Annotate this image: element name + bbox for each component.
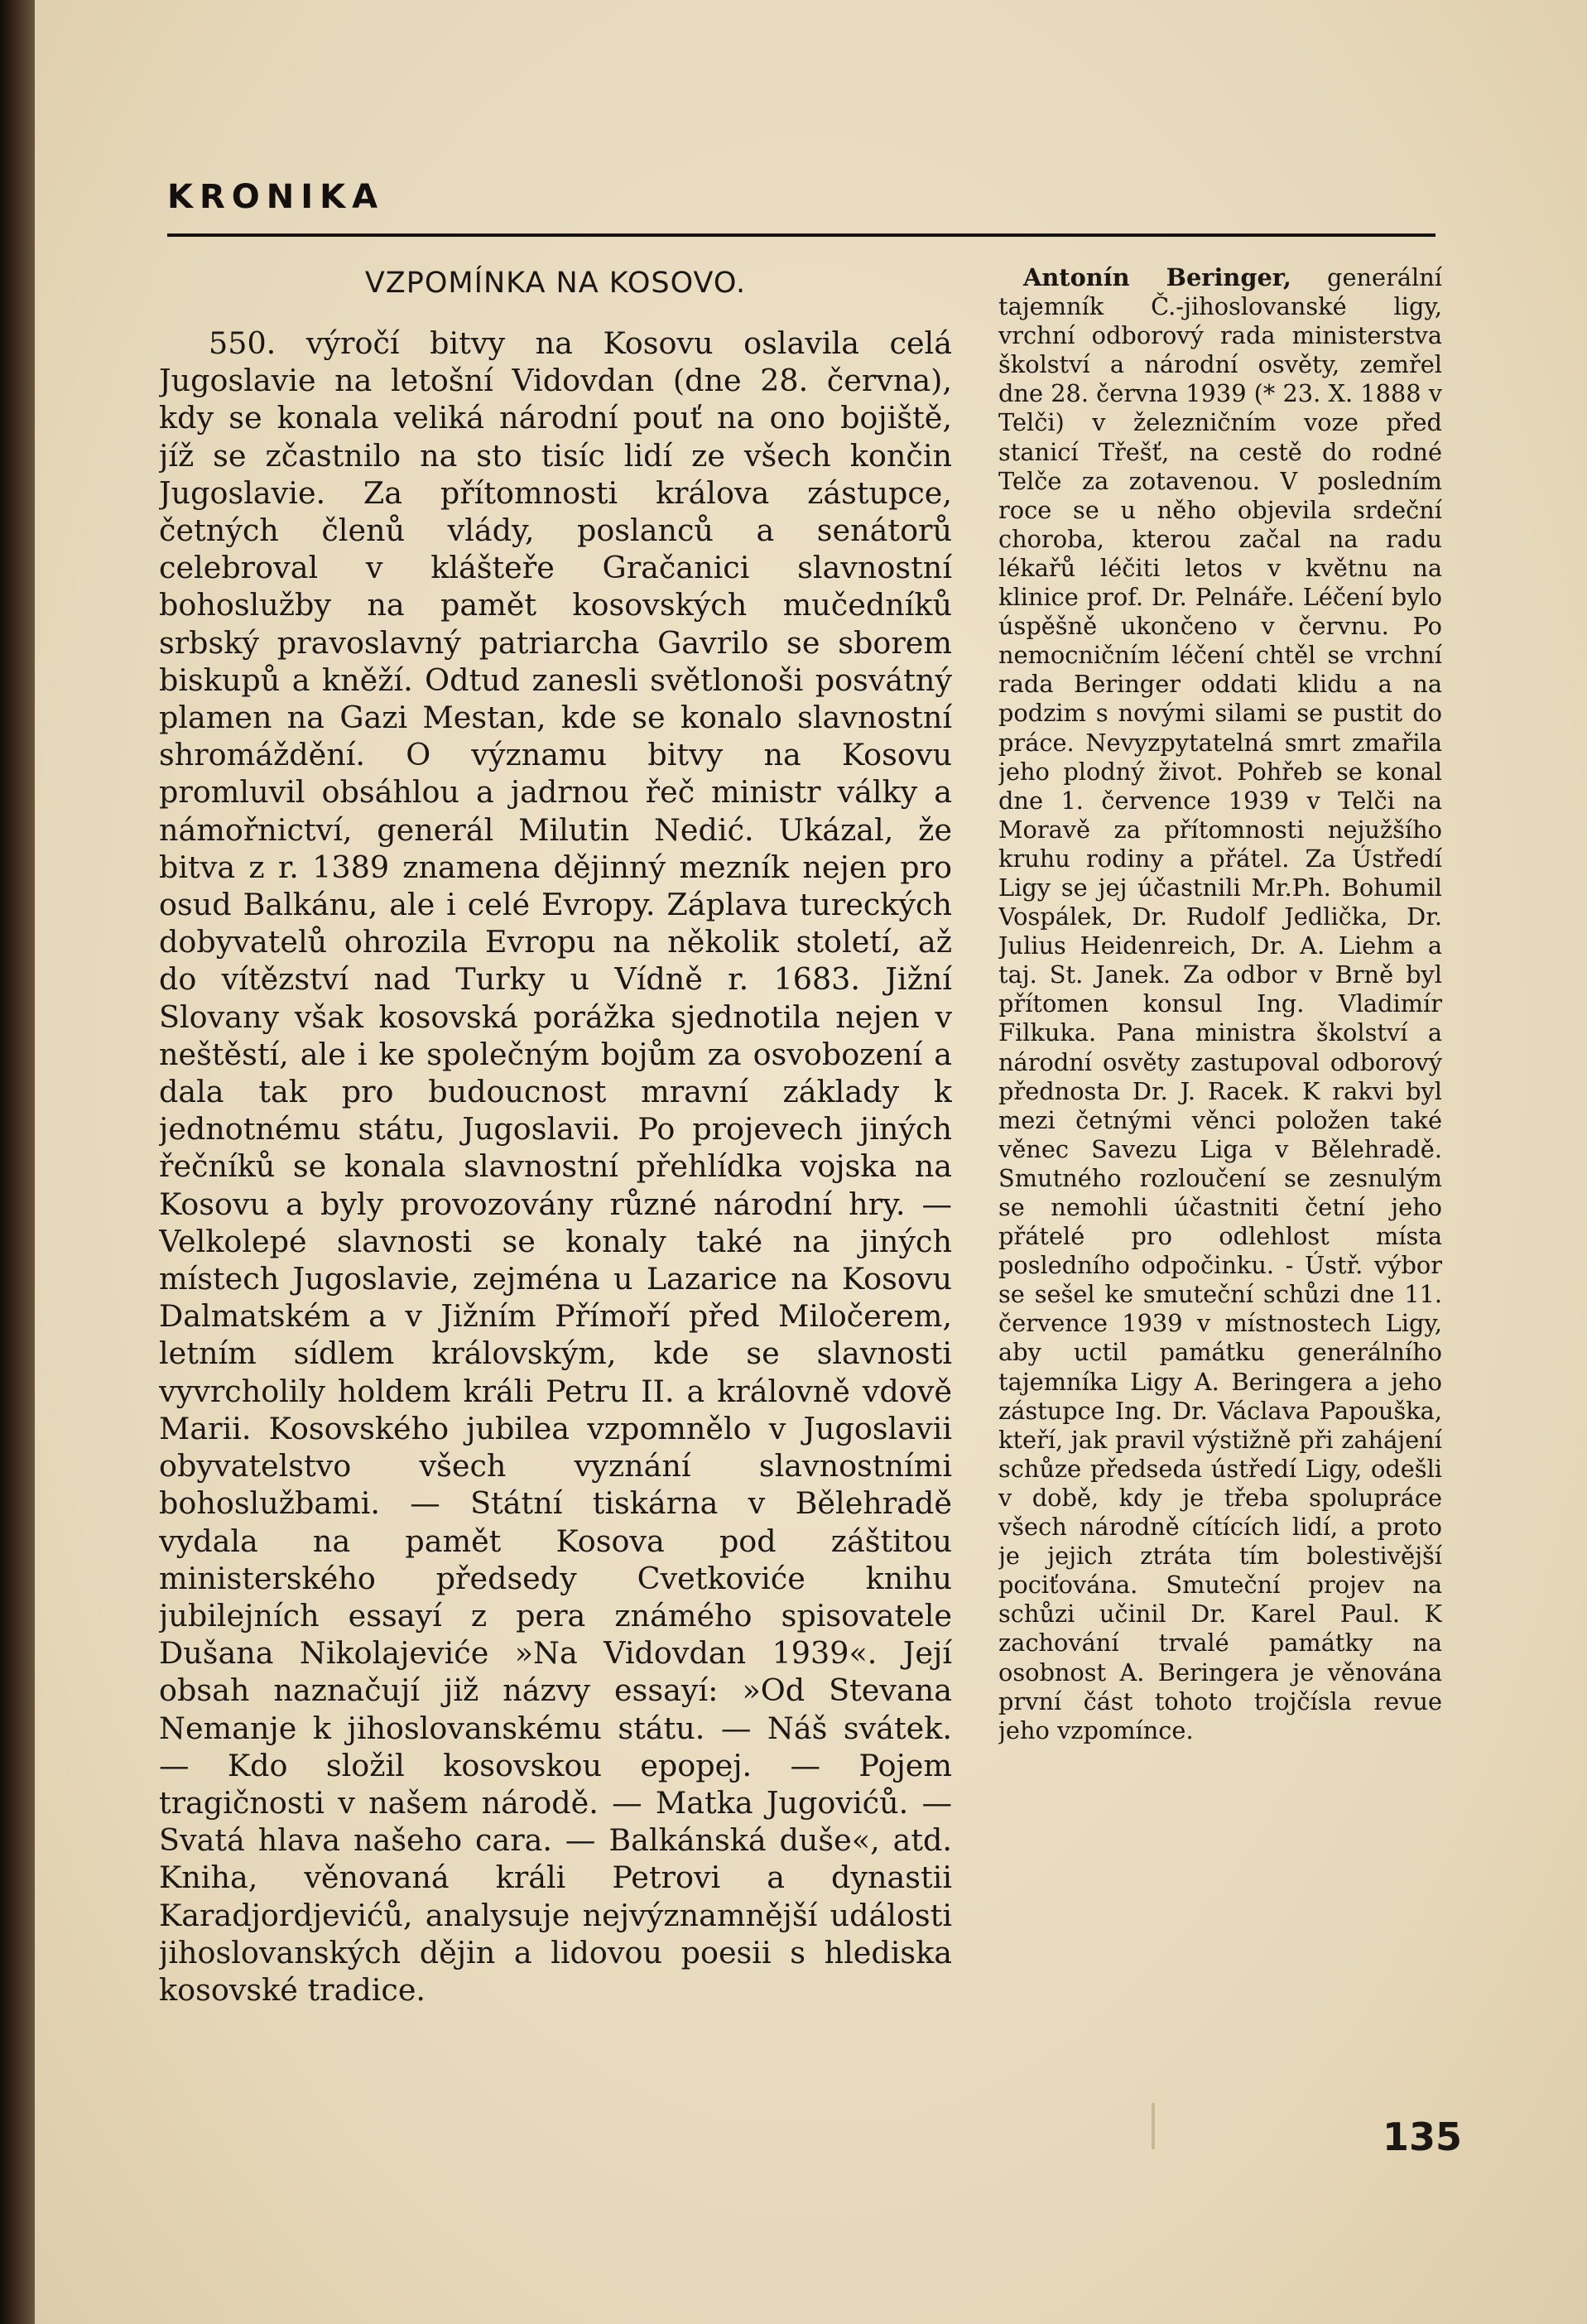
obituary-name: Antonín Beringer, bbox=[1023, 263, 1291, 291]
page-number: 135 bbox=[1383, 2115, 1463, 2159]
section-header: KRONIKA bbox=[167, 178, 385, 216]
article-column bbox=[159, 263, 952, 2085]
article-title: VZPOMÍNKA NA KOSOVO. bbox=[364, 267, 747, 300]
header-rule bbox=[167, 233, 1436, 237]
obituary-body: generální tajemník Č.-jihoslovanské ligy, vrchní odborový rada ministerstva školství a národní osvěty, zemřel dne 28. června 1939 (* 23. X. 1888 v Telči) v železničním voze před stanicí Třešť, na cestě do rodné Telče za zotavenou. V posledním roce se u něho objevila srdeční choroba, kterou začal na radu lékařů léčiti letos v květnu na klinice prof. Dr. Pelnáře. Léčení bylo úspěšně ukončeno v červnu. Po nemocničním léčení chtěl se vrchní rada Beringer oddati klidu a na podzim s novými silami se pustit do práce. Nevyzpytatelná smrt zmařila jeho plodný život. Pohřeb se konal dne 1. července 1939 v Telči na Moravě za přítomnosti nejužšího kruhu rodiny a přátel. Za Ústředí Ligy se jej účastnili Mr.Ph. Bohumil Vospálek, Dr. Rudolf Jedlička, Dr. Julius Heidenreich, Dr. A. Liehm a taj. St. Janek. Za odbor v Brně byl přítomen konsul Ing. Vladimír Filkuka. Pana ministra školství a národní osvěty zastupoval odborový přednosta Dr. J. Racek. K rakvi byl mezi četnými věnci položen také věnec Savezu Liga v Bělehradě. Smutného rozloučení se zesnulým se nemohli účastniti četní jeho přátelé pro odlehlost místa posledního odpočinku. - Ústř. výbor se sešel ke smuteční schůzi dne 11. července 1939 v místnostech Ligy, aby uctil památku generálního tajemníka Ligy A. Beringera a jeho zástupce Ing. Dr. Václava Papouška, kteří, jak pravil výstižně při zahájení schůze předseda ústředí Ligy, odešli v době, kdy je třeba spolupráce všech národně cítících lidí, a proto je jejich ztráta tím bolestivější pociťována. Smuteční projev na schůzi učinil Dr. Karel Paul. K zachování trvalé památky na osobnost A. Beringera je věnována první část tohoto trojčísla revue jeho vzpomínce. bbox=[998, 263, 1442, 1744]
obituary-paragraph bbox=[998, 263, 1442, 1745]
column-divider bbox=[1152, 2103, 1155, 2149]
obituary-column bbox=[998, 263, 1442, 2093]
book-binding-edge bbox=[0, 0, 35, 2324]
article-body: 550. výročí bitvy na Kosovu oslavila celá Jugoslavie na letošní Vidovdan (dne 28. června), kdy se konala veliká národní pouť na ono bojiště, jíž se zčastnilo na sto tisíc lidí ze všech končin Jugoslavie. Za přítomnosti králova zástupce, četných členů vlády, poslanců a senátorů celebroval v klášteře Gračanici slavnostní bohoslužby na pamět kosovských mučedníků srbský pravoslavný patriarcha Gavrilo se sborem biskupů a kněží. Odtud zanesli světlonoši posvátný plamen na Gazi Mestan, kde se konalo slavnostní shromáždění. O významu bitvy na Kosovu promluvil obsáhlou a jadrnou řeč ministr války a námořnictví, generál Milutin Nedić. Ukázal, že bitva z r. 1389 znamena dějinný mezník nejen pro osud Balkánu, ale i celé Evropy. Záplava tureckých dobyvatelů ohrozila Evropu na několik století, až do vítězství nad Turky u Vídně r. 1683. Jižní Slovany však kosovská porážka sjednotila nejen v neštěstí, ale i ke společným bojům za osvobození a dala tak pro budoucnost mravní základy k jednotnému státu, Jugoslavii. Po projevech jiných řečníků se konala slavnostní přehlídka vojska na Kosovu a byly provozovány různé národní hry. — Velkolepé slavnosti se konaly také na jiných místech Jugoslavie, zejména u Lazarice na Kosovu Dalmatském a v Jižním Přímoří před Miločerem, letním sídlem královským, kde se slavnosti vyvrcholily holdem králi Petru II. a královně vdově Marii. Kosovského jubilea vzpomnělo v Jugoslavii obyvatelstvo všech vyznání slavnostními bohoslužbami. — Státní tiskárna v Bělehradě vydala na pamět Kosova pod záštitou ministerského předsedy Cvetkoviće knihu jubilejních essayí z pera známého spisovatele Dušana Nikolajeviće »Na Vidovdan 1939«. Její obsah naznačují již názvy essayí: »Od Stevana Nemanje k jihoslovanskému státu. — Náš svátek. — Kdo složil kosovskou epopej. — Pojem tragičnosti v našem národě. — Matka Jugovićů. — Svatá hlava našeho cara. — Balkánská duše«, atd. Kniha, věnovaná králi Petrovi a dynastii Karadjordjevićů, analysuje nejvýznamnější události jihoslovanských dějin a lidovou poesii s hlediska kosovské tradice. bbox=[159, 325, 952, 2008]
document-page bbox=[35, 0, 1587, 2324]
